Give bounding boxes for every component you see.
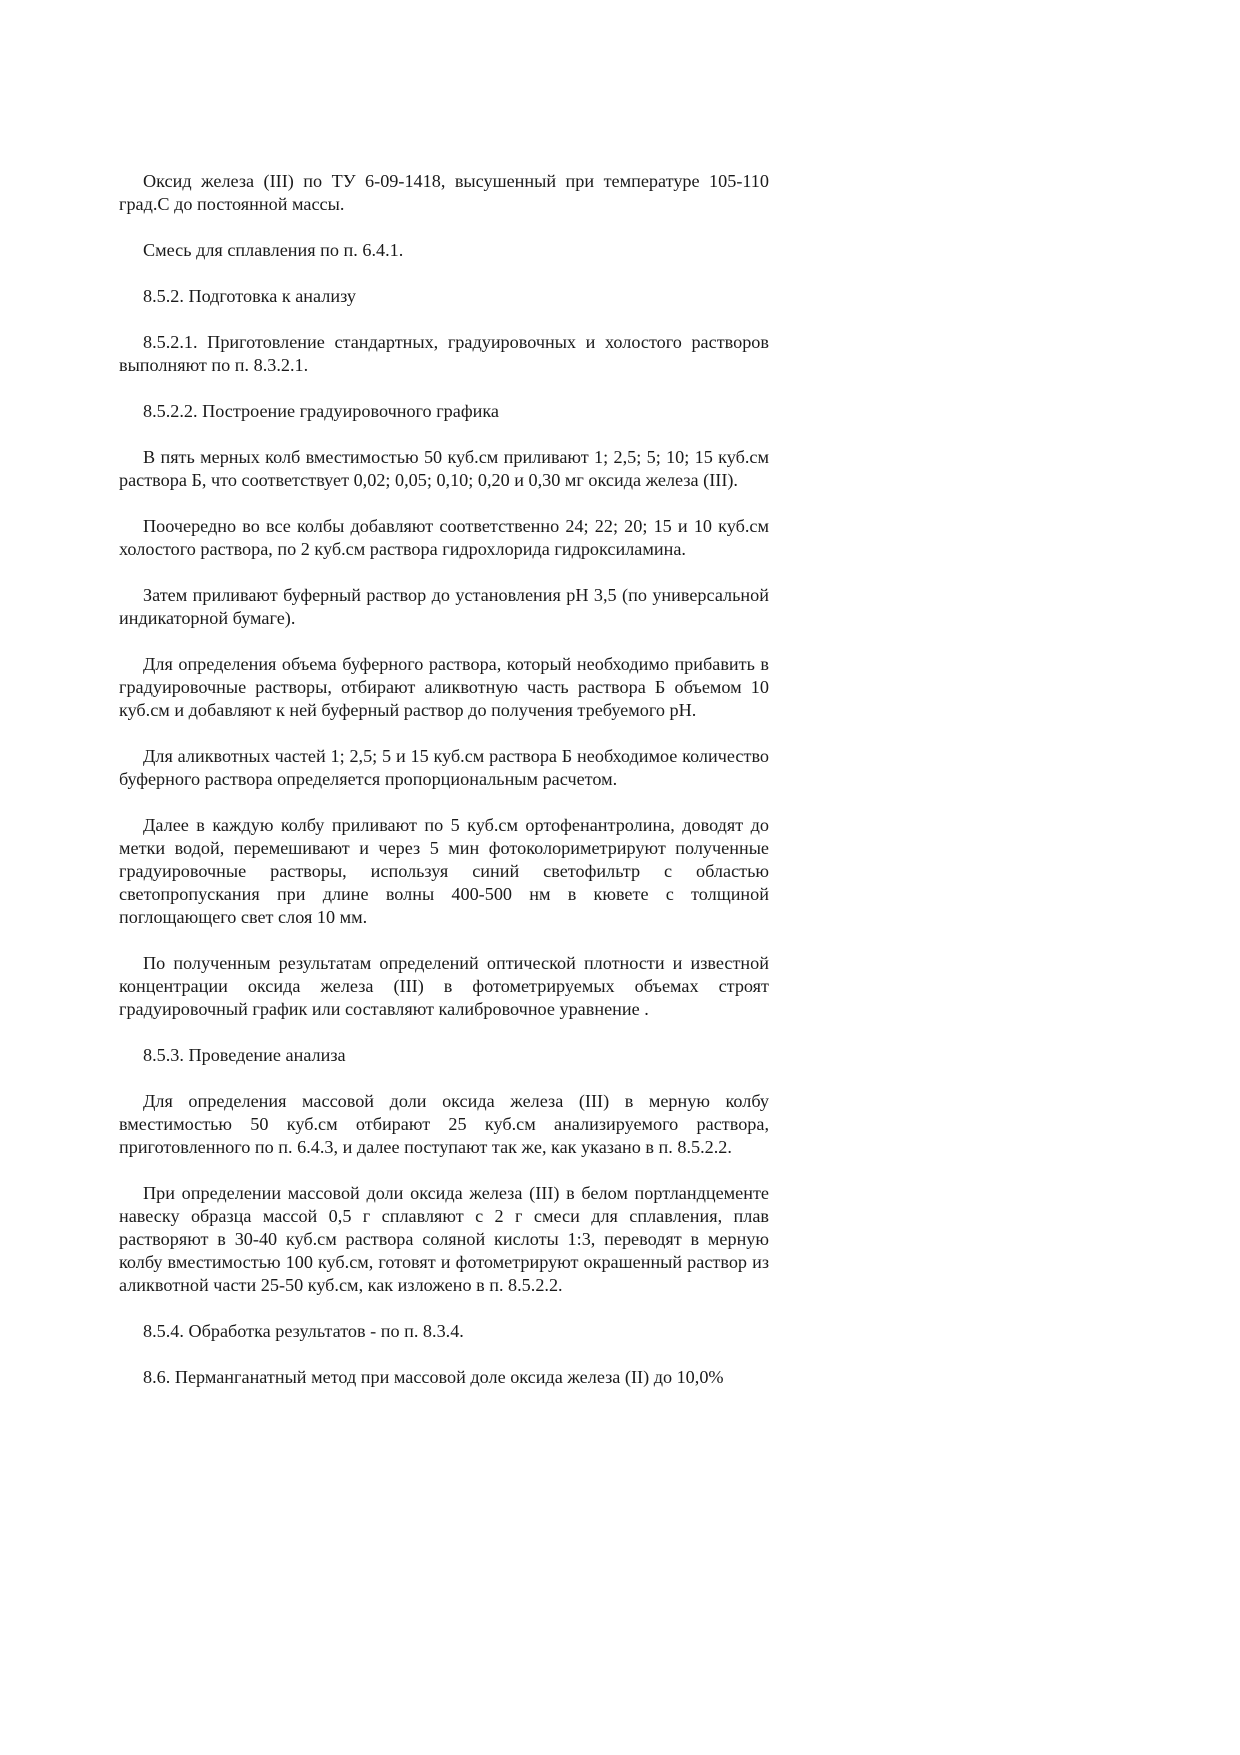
paragraph-fusion-mixture: Смесь для сплавления по п. 6.4.1. [143,240,404,260]
paragraph-photocolorimetry: Далее в каждую колбу приливают по 5 куб.см ортофенантролина, доводят до метки водой, перемешивают и через 5 мин фотоколориметрируют полученные градуировочные растворы, используя синий светофильтр с областью светопропускания при длине волны 400-500 нм в кювете с толщиной поглощающего свет слоя 10 мм. [119,815,769,927]
section-heading-8-5-2: 8.5.2. Подготовка к анализу [143,286,356,306]
paragraph-buffer-volume: Для определения объема буферного раствора, который необходимо прибавить в градуировочные растворы, отбирают аликвотную часть раствора Б объемом 10 куб.см и добавляют к ней буферный раствор до получения требуемого pH. [119,654,769,720]
paragraph-calibration-graph: По полученным результатам определений оптической плотности и известной концентрации оксида железа (III) в фотометрируемых объемах строят градуировочный график или составляют калибровочное уравнение . [119,953,769,1019]
section-heading-8-5-3: 8.5.3. Проведение анализа [143,1045,346,1065]
paragraph-aliquot-parts: Для аликвотных частей 1; 2,5; 5 и 15 куб.см раствора Б необходимое количество буферного раствора определяется пропорциональным расчетом. [119,746,769,789]
section-heading-8-5-2-2: 8.5.2.2. Построение градуировочного графика [143,401,499,421]
paragraph-8-5-2-1: 8.5.2.1. Приготовление стандартных, градуировочных и холостого растворов выполняют по п. 8.3.2.1. [119,332,769,375]
paragraph-buffer-ph: Затем приливают буферный раствор до установления pH 3,5 (по универсальной индикаторной бумаге). [119,585,769,628]
document-page [119,170,769,1412]
paragraph-blank-solution: Поочередно во все колбы добавляют соответственно 24; 22; 20; 15 и 10 куб.см холостого раствора, по 2 куб.см раствора гидрохлорида гидроксиламина. [119,516,769,559]
paragraph-white-portland-cement: При определении массовой доли оксида железа (III) в белом портландцементе навеску образца массой 0,5 г сплавляют с 2 г смеси для сплавления, плав растворяют в 30-40 куб.см раствора соляной кислоты 1:3, переводят в мерную колбу вместимостью 100 куб.см, готовят и фотометрируют окрашенный раствор из аликвотной части 25-50 куб.см, как изложено в п. 8.5.2.2. [119,1183,769,1295]
paragraph-five-flasks: В пять мерных колб вместимостью 50 куб.см приливают 1; 2,5; 5; 10; 15 куб.см раствора Б, что соответствует 0,02; 0,05; 0,10; 0,20 и 0,30 мг оксида железа (III). [119,447,769,490]
paragraph-analysis-procedure: Для определения массовой доли оксида железа (III) в мерную колбу вместимостью 50 куб.см отбирают 25 куб.см анализируемого раствора, приготовленного по п. 6.4.3, и далее поступают так же, как указано в п. 8.5.2.2. [119,1091,769,1157]
section-heading-8-5-4: 8.5.4. Обработка результатов - по п. 8.3.4. [143,1321,464,1341]
paragraph-iron-oxide-reagent: Оксид железа (III) по ТУ 6-09-1418, высушенный при температуре 105-110 град.С до постоянной массы. [119,171,769,214]
section-heading-8-6: 8.6. Перманганатный метод при массовой доле оксида железа (II) до 10,0% [143,1367,724,1387]
